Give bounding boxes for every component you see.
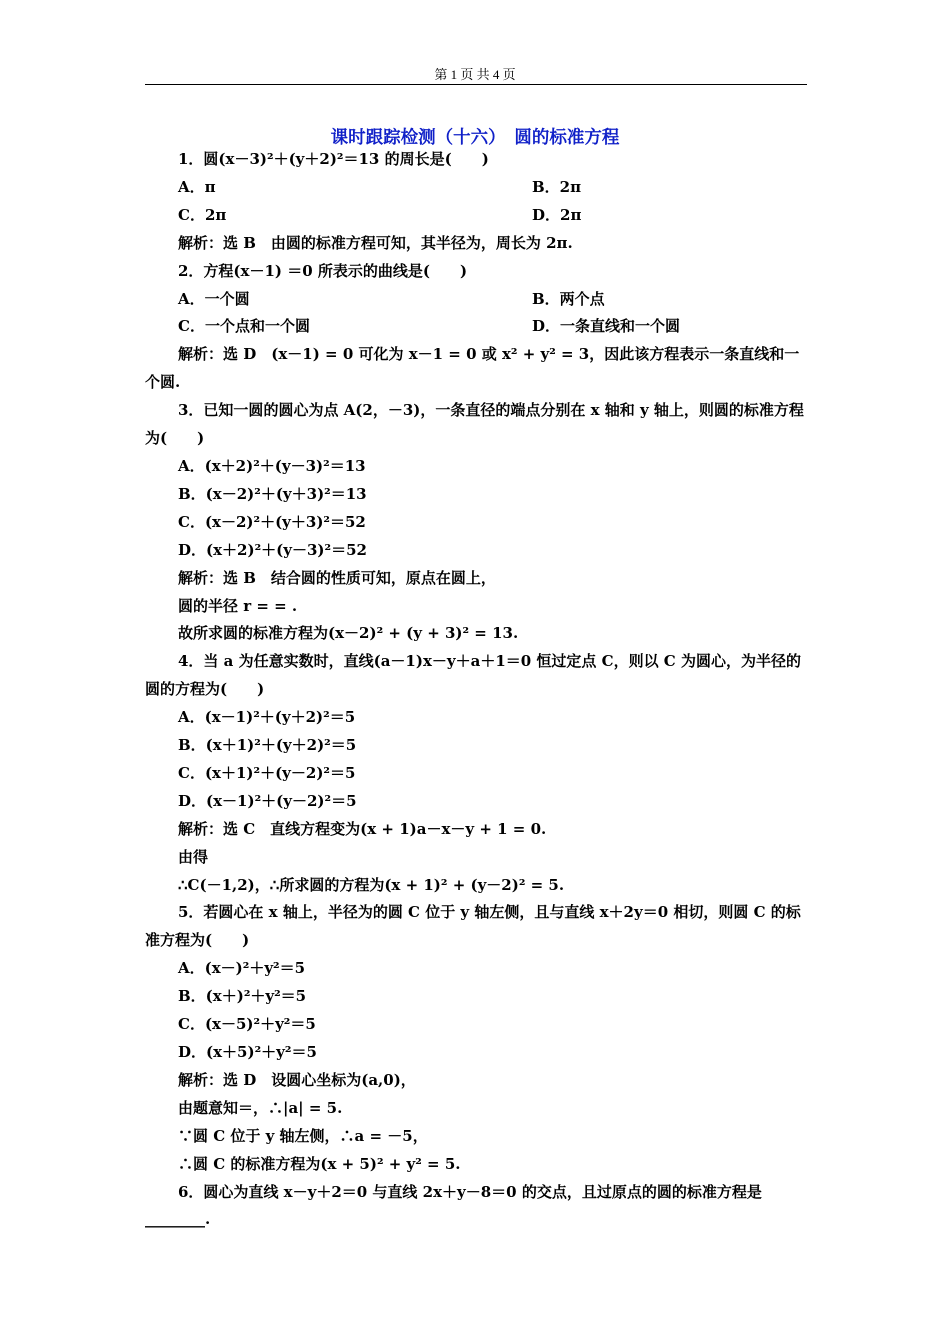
question-3-option-d: D．(x＋2)²＋(y－3)²＝52 — [178, 540, 367, 559]
question-5-option-a: A．(x－)²＋y²＝5 — [178, 959, 306, 978]
question-2-solution: 解析：选 D (x－1) = 0 可化为 x－1 = 0 或 x² + y² = 3，因此该方程表示一条直线和一个圆. — [145, 345, 800, 392]
question-1-option-b: B．2π — [532, 177, 582, 196]
header-divider — [145, 84, 807, 85]
question-5-solution-line-4: ∴圆 C 的标准方程为(x + 5)² + y² = 5. — [178, 1154, 461, 1173]
question-3-stem: 3．已知一圆的圆心为点 A(2，－3)，一条直径的端点分别在 x 轴和 y 轴上，则圆的标准方程为( ) — [145, 401, 804, 448]
question-4-stem: 4．当 a 为任意实数时，直线(a－1)x－y＋a＋1＝0 恒过定点 C，则以 C 为圆心，为半径的圆的方程为( ) — [145, 652, 801, 699]
question-4-option-c: C．(x＋1)²＋(y－2)²＝5 — [178, 763, 356, 782]
question-2-option-a: A．一个圆 — [178, 289, 250, 308]
question-3-option-b: B．(x－2)²＋(y＋3)²＝13 — [178, 484, 367, 503]
question-1-option-a: A．π — [178, 177, 216, 196]
question-2-stem: 2．方程(x－1) ＝0 所表示的曲线是( ) — [178, 261, 468, 280]
question-2-options-row-1 — [145, 286, 809, 314]
question-1-solution: 解析：选 B 由圆的标准方程可知，其半径为，周长为 2π. — [178, 233, 573, 252]
question-4-solution-line-2: 由得 — [178, 847, 209, 866]
question-2-options-row-2 — [145, 313, 809, 341]
question-5-option-d: D．(x＋5)²＋y²＝5 — [178, 1043, 317, 1061]
question-4-solution-line-3: ∴C(－1,2)，∴所求圆的方程为(x + 1)² + (y－2)² = 5. — [178, 875, 565, 894]
question-1-option-c: C．2π — [178, 205, 227, 224]
worksheet-content — [145, 146, 809, 1234]
question-2-option-b: B．两个点 — [532, 289, 605, 308]
question-5-solution-line-1: 解析：选 D 设圆心坐标为(a,0)， — [178, 1070, 416, 1089]
question-5-option-b: B．(x＋)²＋y²＝5 — [178, 987, 307, 1006]
question-4-option-b: B．(x＋1)²＋(y＋2)²＝5 — [178, 736, 357, 755]
question-3-option-a: A．(x＋2)²＋(y－3)²＝13 — [178, 456, 366, 475]
question-1-options-row-2 — [145, 202, 809, 230]
question-2-option-c: C．一个点和一个圆 — [178, 317, 310, 336]
question-5-solution-line-2: 由题意知＝，∴|a| = 5. — [178, 1098, 343, 1117]
question-1-option-d: D．2π — [532, 205, 582, 224]
question-4-option-d: D．(x－1)²＋(y－2)²＝5 — [178, 791, 357, 810]
question-4-solution-line-1: 解析：选 C 直线方程变为(x + 1)a－x－y + 1 = 0. — [178, 819, 547, 838]
question-3-solution-line-3: 故所求圆的标准方程为(x－2)² + (y + 3)² = 13. — [178, 624, 519, 643]
worksheet-title: 课时跟踪检测（十六） 圆的标准方程 — [330, 128, 620, 148]
question-6-stem: 6．圆心为直线 x－y＋2＝0 与直线 2x＋y－8＝0 的交点，且过原点的圆的标准方程是________. — [145, 1182, 762, 1229]
question-3-solution-line-1: 解析：选 B 结合圆的性质可知，原点在圆上， — [178, 568, 496, 587]
question-4-option-a: A．(x－1)²＋(y＋2)²＝5 — [178, 708, 356, 727]
question-3-option-c: C．(x－2)²＋(y＋3)²＝52 — [178, 512, 366, 531]
question-5-option-c: C．(x－5)²＋y²＝5 — [178, 1015, 316, 1034]
question-2-option-d: D．一条直线和一个圆 — [532, 317, 681, 336]
question-1-options-row-1 — [145, 174, 809, 202]
question-5-solution-line-3: ∵圆 C 位于 y 轴左侧，∴a = －5， — [178, 1126, 428, 1145]
question-3-solution-line-2: 圆的半径 r = = . — [178, 596, 298, 615]
question-1-stem: 1．圆(x－3)²＋(y＋2)²＝13 的周长是( ) — [178, 150, 489, 168]
question-5-stem: 5．若圆心在 x 轴上，半径为的圆 C 位于 y 轴左侧，且与直线 x＋2y＝0 相切，则圆 C 的标准方程为( ) — [145, 903, 801, 950]
page-header: 第 1 页 共 4 页 — [434, 67, 516, 82]
